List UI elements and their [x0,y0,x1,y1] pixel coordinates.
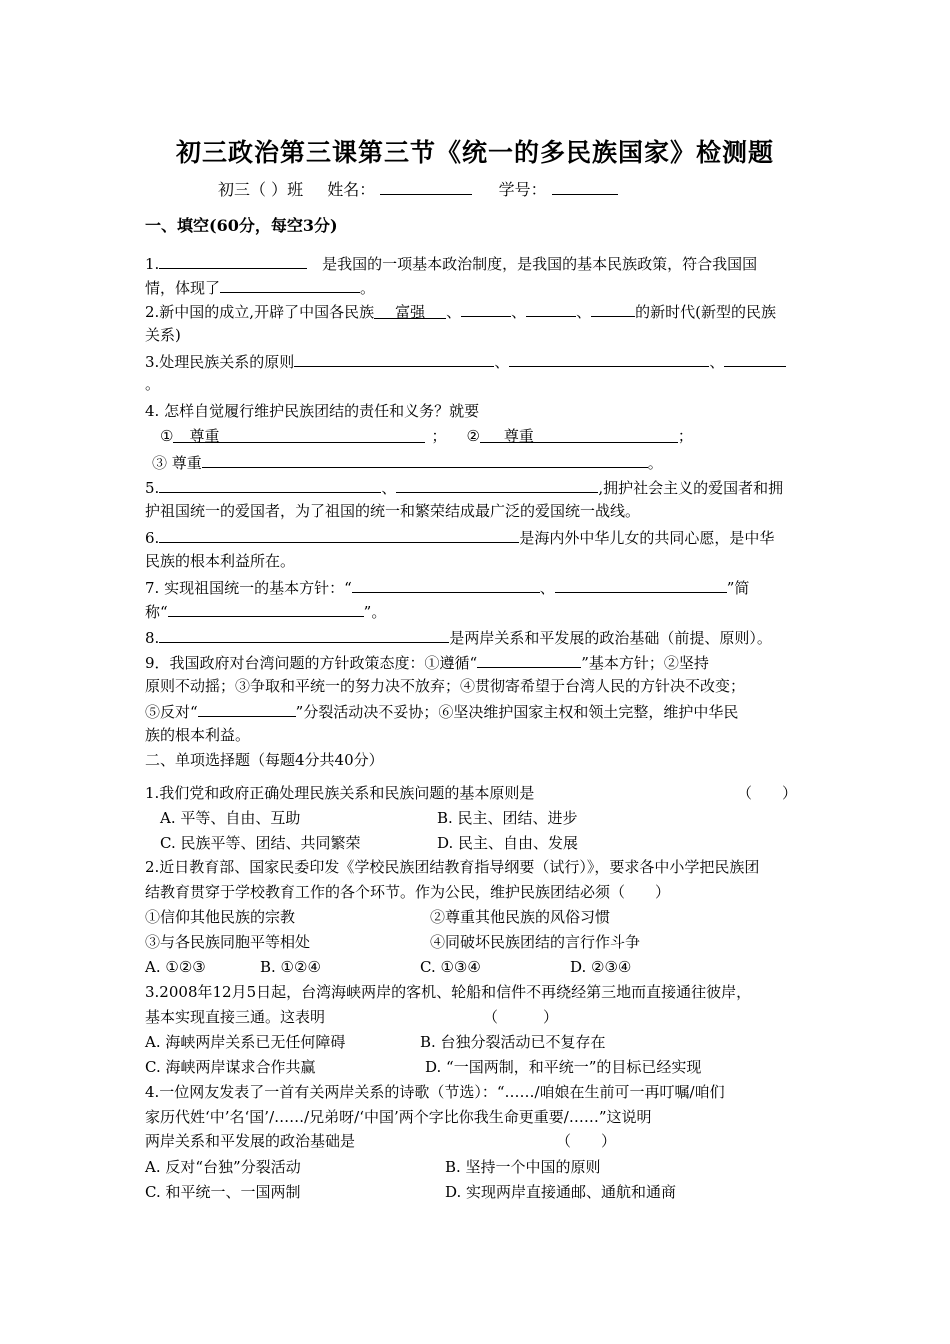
fill-question-4-row-2 [152,451,663,473]
q8-blank[interactable] [159,626,449,643]
q1-number: 1. [145,255,160,273]
choice-2-statement-2: ②尊重其他民族的风俗习惯 [430,908,611,926]
q9-text-f: 族的根本利益。 [145,726,251,744]
choice-1-option-c[interactable]: C. 民族平等、团结、共同繁荣 [160,834,361,852]
q3-end: 。 [145,375,161,393]
choice-4-option-a[interactable]: A. 反对“台独”分裂活动 [145,1158,301,1176]
q1-text-b: 情，体现了 [145,279,221,297]
id-label: 学号： [498,180,547,199]
q7-blank-2[interactable] [555,576,727,593]
q8-number: 8. [145,629,160,647]
q2-text-c: 关系) [145,326,181,344]
fill-question-7 [145,576,749,598]
fill-question-5 [145,476,783,498]
q9-text-d: ⑤反对“ [145,703,198,721]
q4-filled-2: 尊重 [503,427,534,445]
q9-text-b: ”基本方针；②坚持 [581,654,709,672]
q5-blank-1[interactable] [159,476,381,493]
q4-semi-2: ； [677,427,693,445]
choice-3-option-a[interactable]: A. 海峡两岸关系已无任何障碍 [145,1033,346,1051]
student-info [218,178,618,200]
q9-text-c: 原则不动摇；③争取和平统一的努力决不放弃；④贯彻寄希望于台湾人民的方针决不改变； [145,677,746,695]
q9-text-e: ”分裂活动决不妥协；⑥坚决维护国家主权和领土完整，维护中华民 [295,703,739,721]
q2-sep-2: 、 [511,303,527,321]
q5-blank-2[interactable] [396,476,598,493]
fill-question-8 [145,626,772,648]
fill-question-4-row-1 [160,426,693,446]
q4-choice-2: ② [466,427,480,445]
section-fill-heading: 一、填空(60分，每空3分) [145,216,338,235]
q8-text-a: 是两岸关系和平发展的政治基础（前提、原则）。 [449,629,772,647]
q4-blank-2[interactable] [480,426,678,443]
choice-question-4-cont: 家历代姓‘中’名‘国’/……/兄弟呀/‘中国’两个字比你我生命更重要/……”这说明 [145,1108,652,1126]
q1-text-a: 是我国的一项基本政治制度，是我国的基本民族政策，符合我国国 [322,255,758,273]
q4-text-a: 4. 怎样自觉履行维护民族团结的责任和义务？就要 [145,402,480,420]
q7-sep: 、 [539,579,555,597]
fill-question-9 [145,651,709,673]
q2-text-a: 2.新中国的成立,开辟了中国各民族 [145,303,375,321]
q4-choice-3: ③ 尊重 [152,454,202,472]
choice-4-option-d[interactable]: D. 实现两岸直接通邮、通航和通商 [445,1183,677,1201]
q9-text-a: 9．我国政府对台湾问题的方针政策态度：①遵循“ [145,654,478,672]
q5-sep: 、 [381,479,397,497]
choice-2-statement-1: ①信仰其他民族的宗教 [145,908,296,926]
q6-blank[interactable] [159,526,519,543]
q2-filled[interactable]: 富强 [374,302,446,319]
choice-4-answer-paren[interactable]: （ ） [556,1132,617,1150]
choice-1-answer-paren[interactable]: （ ） [737,784,798,802]
q4-end: 。 [647,454,663,472]
choice-1-option-a[interactable]: A. 平等、自由、互助 [160,809,301,827]
q2-text-b: 的新时代(新型的民族 [635,303,776,321]
choice-question-2: 2.近日教育部、国家民委印发《学校民族团结教育指导纲要（试行）》，要求各中小学把民族团 [145,858,760,876]
q5-text-b: 护祖国统一的爱国者，为了祖国的统一和繁荣结成最广泛的爱国统一战线。 [145,502,641,520]
q5-number: 5. [145,479,160,497]
q2-blank-3[interactable] [526,300,576,317]
q4-semi-1: ； [431,427,447,445]
choice-1-option-d[interactable]: D. 民主、自由、发展 [437,834,579,852]
choice-question-4: 4.一位网友发表了一首有关两岸关系的诗歌（节选）：“……/咱娘在生前可一再叮嘱/咱们 [145,1083,725,1101]
name-label: 姓名： [327,180,376,199]
choice-4-option-b[interactable]: B. 坚持一个中国的原则 [445,1158,601,1176]
q2-sep-3: 、 [576,303,592,321]
q7-text-d: ”。 [363,603,387,621]
choice-4-option-c[interactable]: C. 和平统一、一国两制 [145,1183,301,1201]
fill-question-3 [145,350,786,372]
section-choice-heading: 二、单项选择题（每题4分共40分） [145,751,384,769]
q6-text-a: 是海内外中华儿女的共同心愿，是中华 [519,529,775,547]
fill-question-7-cont [145,600,386,622]
fill-question-1-cont [145,276,375,298]
class-label: 初三（ ）班 [218,180,304,199]
choice-1-option-b[interactable]: B. 民主、团结、进步 [437,809,578,827]
q3-blank-3[interactable] [724,350,786,367]
choice-question-2-cont: 结教育贯穿于学校教育工作的各个环节。作为公民，维护民族团结必须（ ） [145,883,671,901]
q2-blank-2[interactable] [461,300,511,317]
choice-2-option-b[interactable]: B. ①②④ [260,958,321,976]
q3-blank-1[interactable] [294,350,494,367]
fill-question-1 [145,252,757,274]
q2-blank-4[interactable] [591,300,635,317]
q4-filled-1: 尊重 [189,427,220,445]
choice-2-option-d[interactable]: D. ②③④ [570,958,632,976]
q7-text-c: 称“ [145,603,168,621]
choice-3-option-c[interactable]: C. 海峡两岸谋求合作共赢 [145,1058,316,1076]
id-field[interactable] [552,178,618,195]
q7-text-a: 7. 实现祖国统一的基本方针：“ [145,579,352,597]
q4-blank-1[interactable] [173,426,425,443]
choice-3-option-b[interactable]: B. 台独分裂活动已不复存在 [420,1033,606,1051]
q6-number: 6. [145,529,160,547]
q7-blank-1[interactable] [352,576,540,593]
choice-2-option-c[interactable]: C. ①③④ [420,958,481,976]
fill-question-2 [145,300,776,322]
q2-sep-1: 、 [446,303,462,321]
q6-text-b: 民族的根本利益所在。 [145,552,296,570]
page-title: 初三政治第三课第三节《统一的多民族国家》检测题 [175,138,774,167]
name-field[interactable] [380,178,472,195]
choice-question-3: 3.2008年12月5日起，台湾海峡两岸的客机、轮船和信件不再绕经第三地而直接通往彼岸， [145,983,752,1001]
q1-end: 。 [360,279,376,297]
choice-question-1: 1.我们党和政府正确处理民族关系和民族问题的基本原则是 [145,784,535,802]
q9-blank-2[interactable] [198,700,296,717]
q3-text-a: 3.处理民族关系的原则 [145,353,295,371]
choice-2-option-a[interactable]: A. ①②③ [145,958,206,976]
q3-sep-2: 、 [709,353,725,371]
q3-sep-1: 、 [494,353,510,371]
choice-question-3-cont: 基本实现直接三通。这表明 [145,1008,326,1026]
q5-text-a: ,拥护社会主义的爱国者和拥 [598,479,784,497]
fill-question-9-cont [145,700,738,722]
q3-blank-2[interactable] [509,350,709,367]
choice-3-answer-paren[interactable]: （ ） [483,1008,559,1026]
choice-2-statement-4: ④同破坏民族团结的言行作斗争 [430,933,641,951]
q1-blank-1[interactable] [159,252,307,269]
q4-blank-3[interactable] [202,451,648,468]
q7-blank-3[interactable] [168,600,364,617]
q9-blank-1[interactable] [477,651,581,668]
choice-2-statement-3: ③与各民族同胞平等相处 [145,933,311,951]
q4-choice-1: ① [160,427,174,445]
q1-blank-2[interactable] [220,276,360,293]
choice-3-option-d[interactable]: D. “一国两制，和平统一”的目标已经实现 [425,1058,702,1076]
q7-text-b: ”简 [726,579,750,597]
fill-question-6 [145,526,774,548]
choice-question-4-cont-2: 两岸关系和平发展的政治基础是 [145,1132,356,1150]
